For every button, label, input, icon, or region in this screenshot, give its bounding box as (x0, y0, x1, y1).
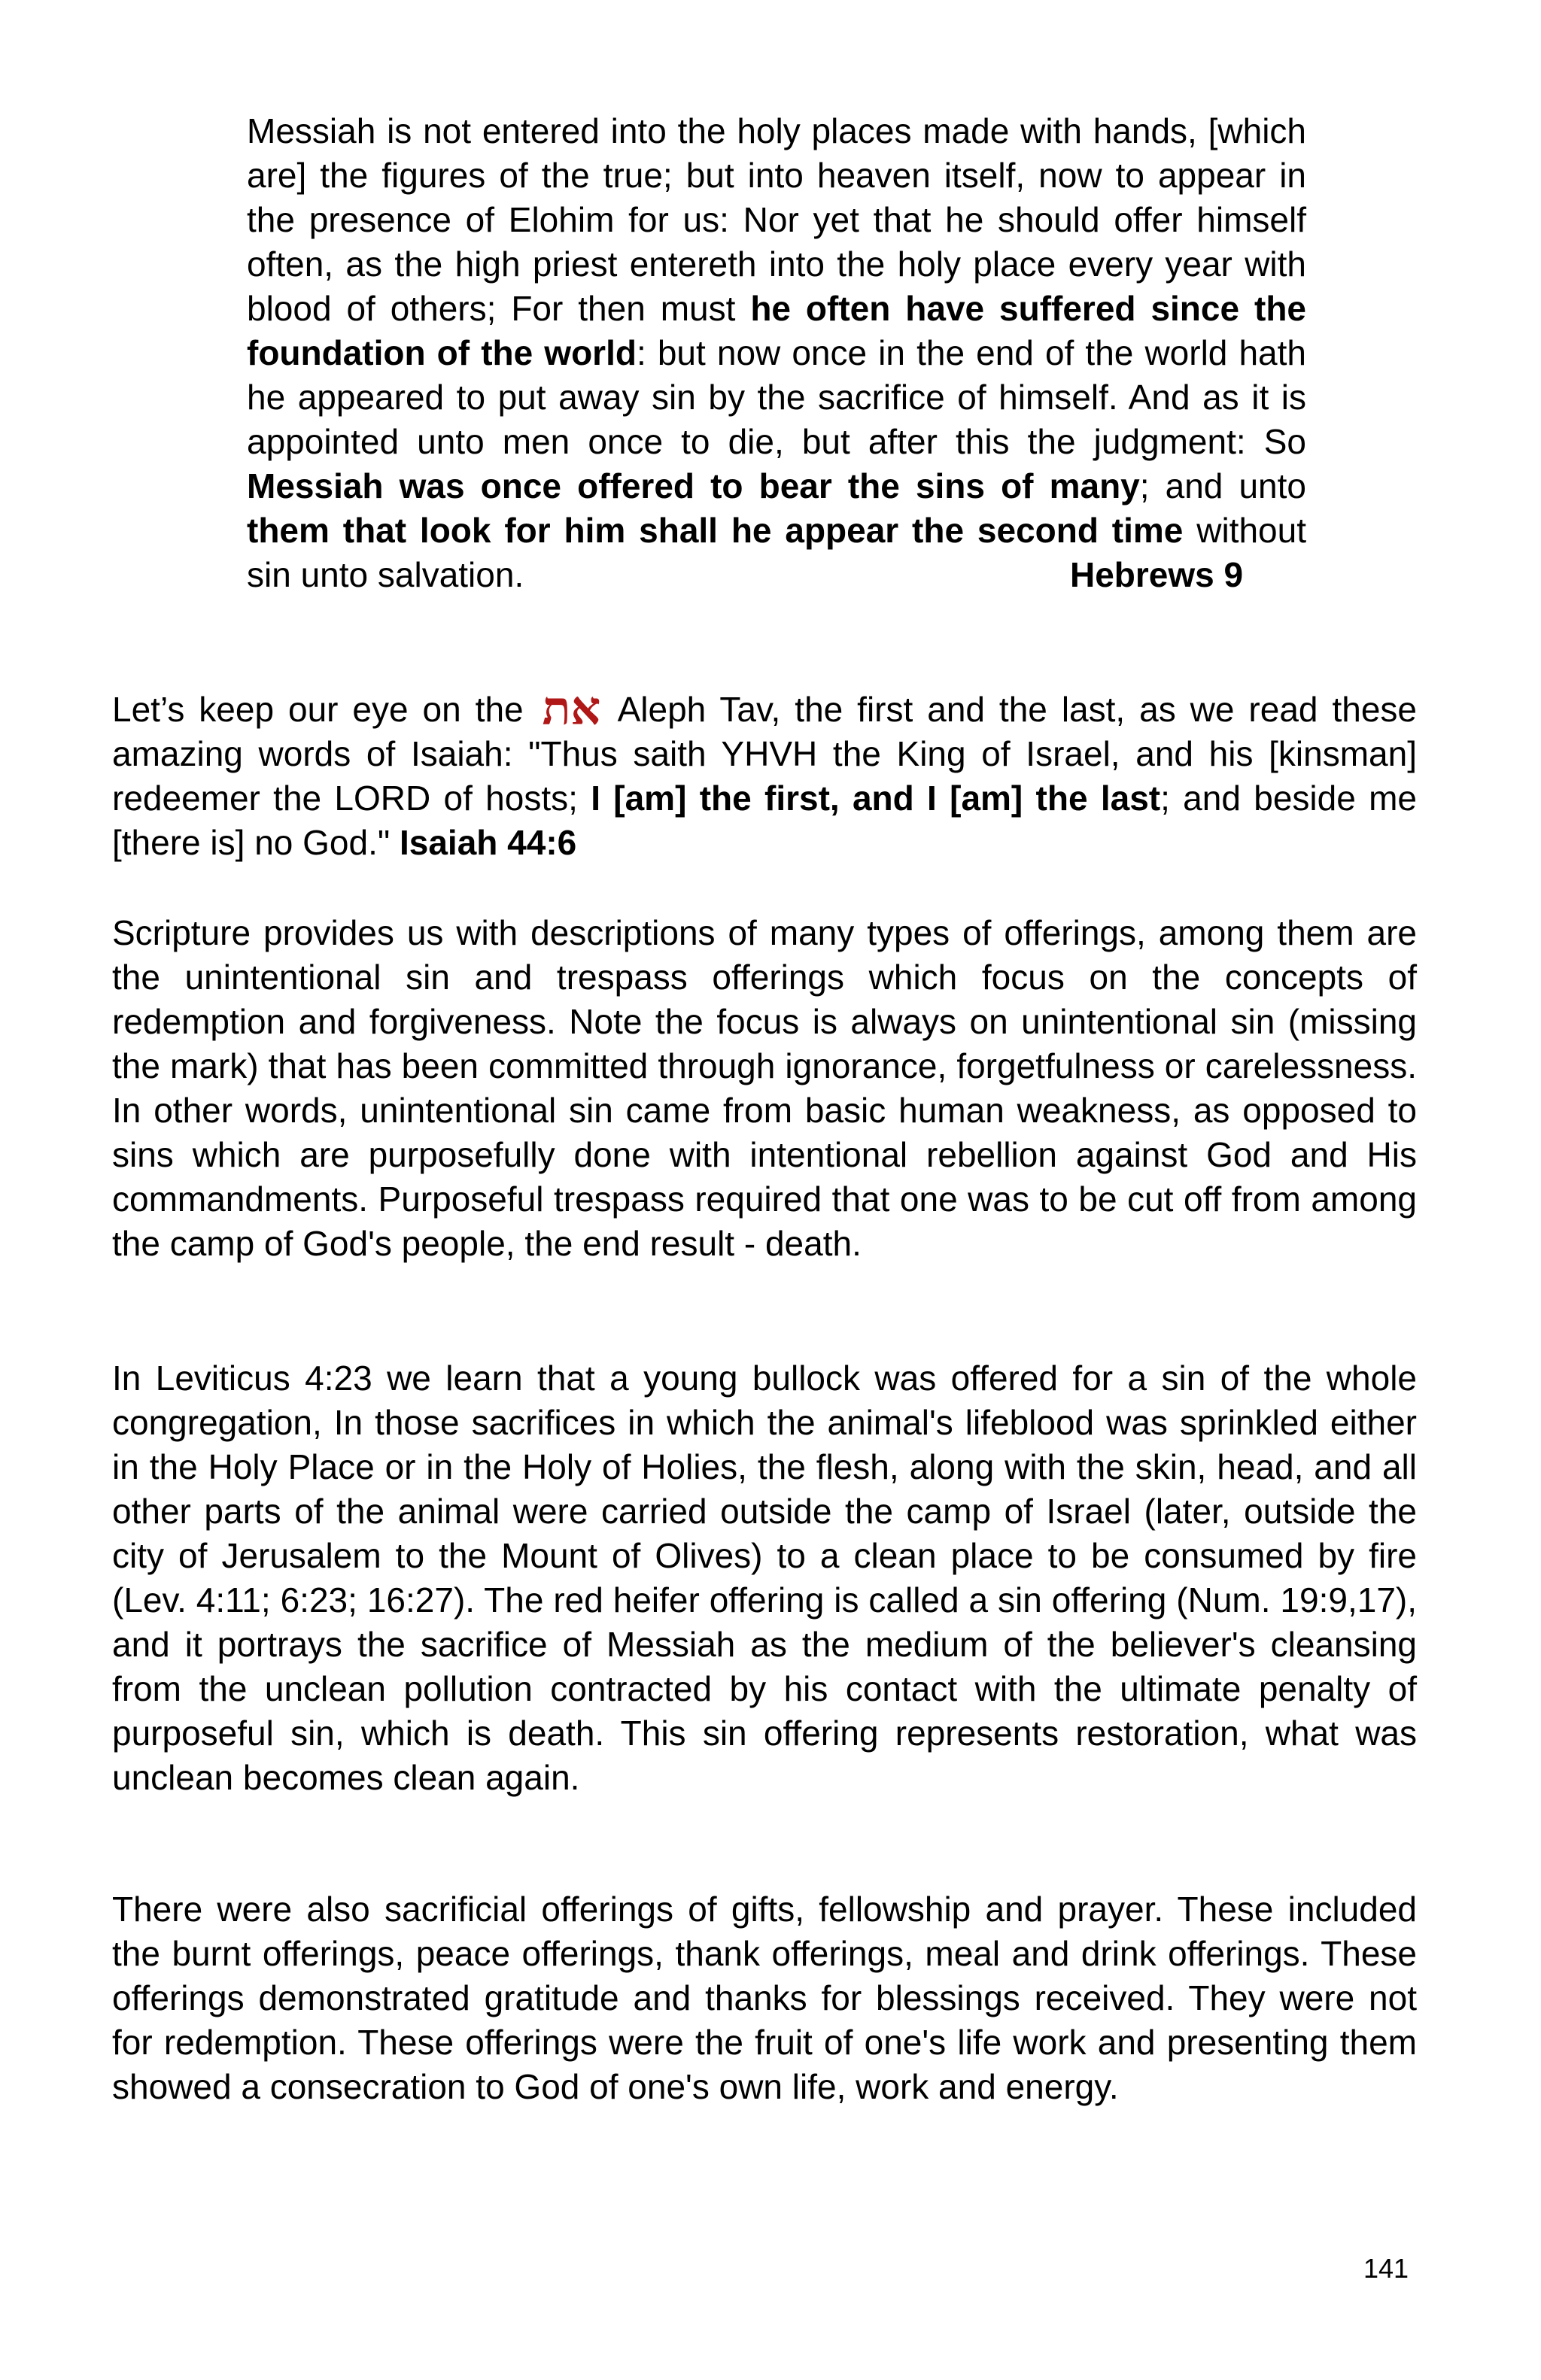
quote-bold-2: Messiah was once offered to bear the sins of many (247, 466, 1140, 505)
scripture-quote (247, 109, 1306, 597)
paragraph1-text-2: Aleph Tav, the first and the last, as we read these amazing words of Isaiah: "Thus saith YHVH the King of Israel, and his [kinsman] redeemer the LORD of hosts; (112, 690, 1417, 818)
quote-bold-3: them that look for him shall he appear the second time (247, 511, 1184, 550)
paragraph-aleph-tav (112, 681, 1417, 865)
page-number: 141 (1363, 2253, 1409, 2284)
paragraph1-text-1: Let’s keep our eye on the (112, 690, 524, 729)
quote-text-3: ; and unto (1139, 466, 1306, 505)
quote-text-2: : but now once in the end of the world hath he appeared to put away sin by the sacrifice of himself. And as it is appointed unto men once to die, but after this the judgment: So (247, 333, 1306, 461)
quote-text-4: without sin unto salvation. (247, 511, 1306, 594)
quote-text-1: Messiah is not entered into the holy places made with hands, [which are] the figures of the true; but into heaven itself, now to appear in the presence of Elohim for us: Nor yet that he should offer himself often, as the high priest entereth into the holy place every year with blood of others; For then must (247, 111, 1306, 328)
paragraph1-reference: Isaiah 44:6 (399, 823, 577, 862)
paragraph-offerings-types: Scripture provides us with descriptions of many types of offerings, among them are the unintentional sin and trespass offerings which focus on the concepts of redemption and forgiveness. Note the focus is always on unintentional sin (missing the mark) that has been committed through ignorance, forgetfulness or carelessness. In other words, unintentional sin came from basic human weakness, as opposed to sins which are purposefully done with intentional rebellion against God and His commandments. Purposeful trespass required that one was to be cut off from among the camp of God's people, the end result - death. (112, 913, 1417, 1263)
aleph-tav-hebrew-glyph: את (542, 681, 601, 736)
paragraph-sacrificial-gifts: There were also sacrificial offerings of gifts, fellowship and prayer. These included the burnt offerings, peace offerings, thank offerings, meal and drink offerings. These offerings demonstrated gratitude and thanks for blessings received. They were not for redemption. These offerings were the fruit of one's life work and presenting them showed a consecration to God of one's own life, work and energy. (112, 1890, 1417, 2106)
paragraph-leviticus: In Leviticus 4:23 we learn that a young bullock was offered for a sin of the whole congregation, In those sacrifices in which the animal's lifeblood was sprinkled either in the Holy Place or in the Holy of Holies, the flesh, along with the skin, head, and all other parts of the animal were carried outside the camp of Israel (later, outside the city of Jerusalem to the Mount of Olives) to a clean place to be consumed by fire (Lev. 4:11; 6:23; 16:27). The red heifer offering is called a sin offering (Num. 19:9,17), and it portrays the sacrifice of Messiah as the medium of the believer's cleansing from the unclean pollution contracted by his contact with the ultimate penalty of purposeful sin, which is death. This sin offering represents restoration, what was unclean becomes clean again. (112, 1358, 1417, 1797)
quote-bold-1: he often have suffered since the foundation of the world (247, 289, 1306, 372)
paragraph1-bold-1: I [am] the first, and I [am] the last (591, 779, 1161, 818)
quote-reference: Hebrews 9 (1070, 555, 1244, 594)
paragraph1-text-3: ; and beside me [there is] no God." (112, 779, 1417, 862)
